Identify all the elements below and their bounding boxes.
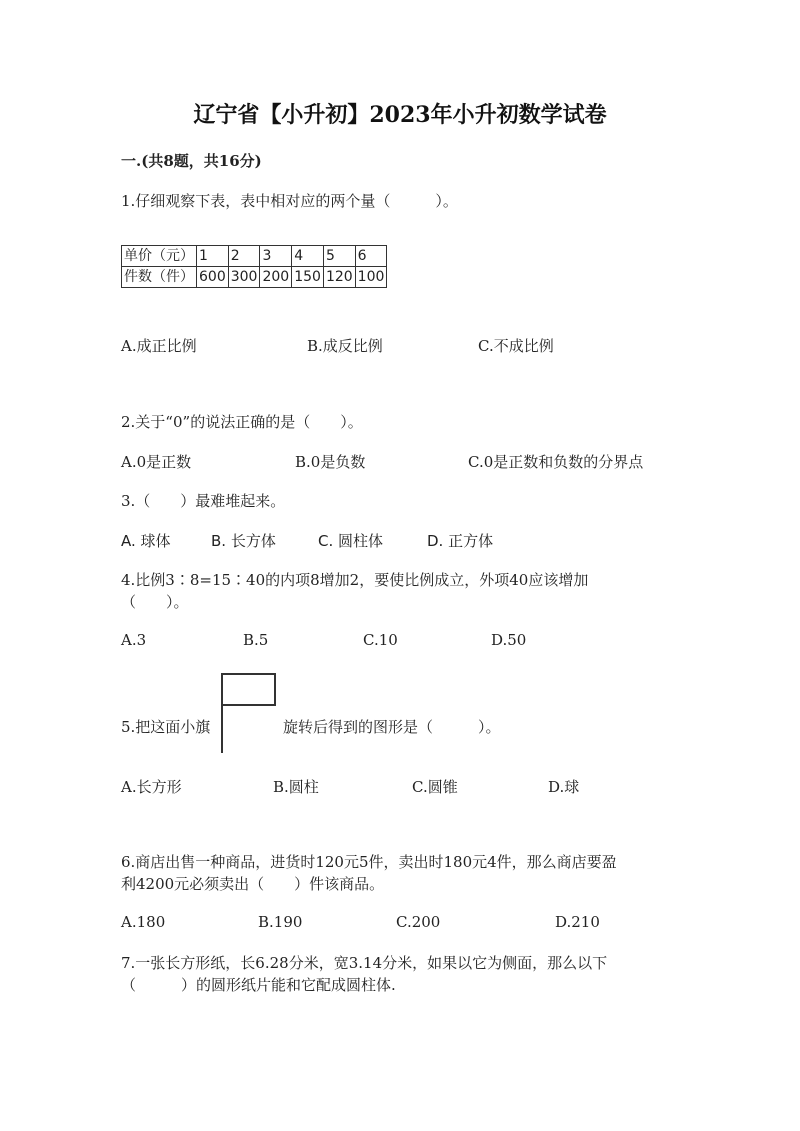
q3-option-b: B. 长方体 <box>211 532 276 550</box>
q1-option-c: C.不成比例 <box>478 337 554 355</box>
q4-option-d: D.50 <box>491 631 527 649</box>
q6-option-c: C.200 <box>396 913 441 931</box>
q3-option-d: D. 正方体 <box>427 532 494 550</box>
q4-option-b: B.5 <box>243 631 269 649</box>
table-cell: 4 <box>292 246 324 267</box>
table-cell: 600 <box>197 267 229 288</box>
q4-option-a: A.3 <box>121 631 147 649</box>
table-row <box>122 267 387 288</box>
question-6-line1: 6.商店出售一种商品，进货时120元5件，卖出时180元4件，那么商店要盈 <box>121 853 617 871</box>
q2-option-a: A.0是正数 <box>121 453 192 471</box>
q2-option-b: B.0是负数 <box>295 453 366 471</box>
q5-option-c: C.圆锥 <box>412 778 458 796</box>
q3-option-c: C. 圆柱体 <box>318 532 384 550</box>
question-2-text: 2.关于“0”的说法正确的是（ ）。 <box>121 413 363 431</box>
q5-option-b: B.圆柱 <box>273 778 319 796</box>
table-cell: 1 <box>197 246 229 267</box>
table-cell: 120 <box>323 267 355 288</box>
q6-option-d: D.210 <box>555 913 600 931</box>
table-cell: 6 <box>355 246 387 267</box>
table-cell: 150 <box>292 267 324 288</box>
q4-option-c: C.10 <box>363 631 398 649</box>
question-5-text-before: 5.把这面小旗 <box>121 718 211 736</box>
table-cell: 5 <box>323 246 355 267</box>
price-quantity-table <box>121 245 387 288</box>
question-4-line1: 4.比例3∶8=15∶40的内项8增加2，要使比例成立，外项40应该增加 <box>121 571 589 589</box>
page-title: 辽宁省【小升初】2023年小升初数学试卷 <box>193 102 607 128</box>
q1-option-b: B.成反比例 <box>307 337 383 355</box>
q1-option-a: A.成正比例 <box>121 337 197 355</box>
table-cell: 件数（件） <box>122 267 197 288</box>
table-cell: 300 <box>228 267 260 288</box>
q6-option-a: A.180 <box>121 913 166 931</box>
table-cell: 3 <box>260 246 292 267</box>
table-cell: 100 <box>355 267 387 288</box>
q5-option-d: D.球 <box>548 778 580 796</box>
table-cell: 单价（元） <box>122 246 197 267</box>
section-heading: 一.(共8题，共16分) <box>121 152 262 170</box>
question-5-text-after: 旋转后得到的图形是（ ）。 <box>283 718 501 736</box>
question-7-line1: 7.一张长方形纸，长6.28分米，宽3.14分米，如果以它为侧面，那么以下 <box>121 954 608 972</box>
q6-option-b: B.190 <box>258 913 303 931</box>
table-cell: 200 <box>260 267 292 288</box>
question-6-line2: 利4200元必须卖出（ ）件该商品。 <box>121 875 385 893</box>
table-cell: 2 <box>228 246 260 267</box>
question-4-line2: （ ）。 <box>121 593 189 611</box>
question-7-line2: （ ）的圆形纸片能和它配成圆柱体. <box>121 976 396 994</box>
q5-option-a: A.长方形 <box>121 778 182 796</box>
flag-cloth <box>222 673 276 706</box>
question-1-text: 1.仔细观察下表，表中相对应的两个量（ ）。 <box>121 192 458 210</box>
q3-option-a: A. 球体 <box>121 532 171 550</box>
question-3-text: 3.（ ）最难堆起来。 <box>121 492 286 510</box>
q2-option-c: C.0是正数和负数的分界点 <box>468 453 644 471</box>
table-row <box>122 246 387 267</box>
